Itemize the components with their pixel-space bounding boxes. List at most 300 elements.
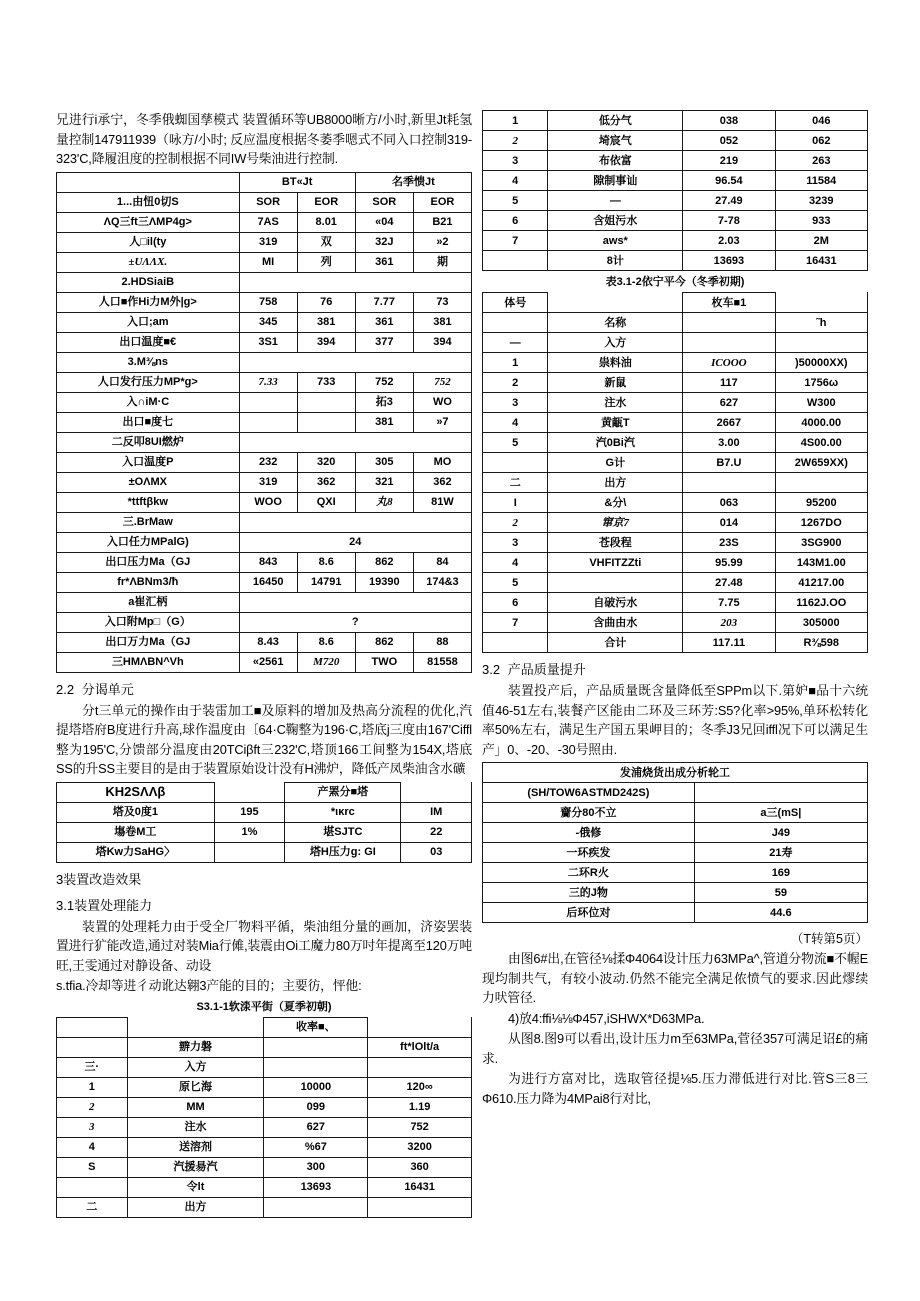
table-row [483, 863, 868, 883]
subheader-eor-1: EOR [297, 192, 355, 212]
cell-value [297, 412, 355, 432]
cell-no: 5 [483, 433, 548, 453]
cell-v2: )50000XX) [775, 353, 867, 373]
cell-no: 5 [483, 191, 548, 211]
cell-name: 汽0Bi汽 [548, 433, 683, 453]
cell-v1: 95.99 [683, 553, 775, 573]
section-heading-3-1 [56, 896, 472, 915]
section-number: 2.2 [56, 681, 75, 697]
table-row [57, 452, 472, 472]
cell-v2: 143M1.00 [775, 553, 867, 573]
cell-value: 84 [413, 552, 471, 572]
intro-paragraph: 兄进行i承宁，冬季俄蜘国孳模式 装置循环等UB8000晰方/小时,新里Jt耗氢量控制147911939（咏方/小时; 反应温度根据冬萎季嗯式不同入口控制319-323'C,降履沮度的控制根据不同IW号柴油进行控制. [56, 112, 472, 166]
cell-v2: 263 [775, 151, 867, 171]
cell-value: 320 [297, 452, 355, 472]
material-balance-summer-table [56, 1017, 472, 1218]
cell-value: 758 [239, 292, 297, 312]
table-row [483, 633, 868, 653]
cell-value: 7.33 [239, 372, 297, 392]
table-row [483, 413, 868, 433]
section-title: 分谒单元 [81, 681, 134, 697]
cell-value: 733 [297, 372, 355, 392]
cell-v2: 1.19 [368, 1097, 472, 1117]
table-row [57, 492, 472, 512]
cell-name: 苍段程 [548, 533, 683, 553]
cell-label: 塔及0度1 [57, 802, 215, 822]
row-label: 2.HDSiaiB [57, 272, 240, 292]
cell-value: 44.6 [694, 903, 867, 923]
cell-name: 入方 [548, 333, 683, 353]
cell-name: 新鼠 [548, 373, 683, 393]
table-section-row [57, 512, 472, 532]
cell-name: 埼宸气 [548, 131, 683, 151]
cell-v2: 2W659XX) [775, 453, 867, 473]
stripper-parameters-table [56, 782, 472, 863]
cell-value: 73 [413, 292, 471, 312]
cell-v1: 117.11 [683, 633, 775, 653]
row-label: ±UΛΛX. [57, 252, 240, 272]
cell-v2: 16431 [775, 251, 867, 271]
row-label: 入口;am [57, 312, 240, 332]
cell-v2: 933 [775, 211, 867, 231]
cell-span-value: 24 [239, 532, 471, 552]
cell-v1: 13693 [264, 1177, 368, 1197]
section-empty [239, 512, 471, 532]
cell-name: 注水 [127, 1117, 264, 1137]
cell-v1: 300 [264, 1157, 368, 1177]
cell-value: 59 [694, 883, 867, 903]
cell-no: 3 [483, 151, 548, 171]
cell-value: M720 [297, 652, 355, 672]
cell-value: 期 [413, 252, 471, 272]
cell-v1: %67 [264, 1137, 368, 1157]
table-row [483, 473, 868, 493]
row-label: 3.M⅜ns [57, 352, 240, 372]
cell-label: KH2SΛΛβ [57, 782, 215, 802]
cell-name: &分\ [548, 493, 683, 513]
cell-no: 2 [483, 131, 548, 151]
header-blank4 [264, 1037, 368, 1057]
cell-v1: 27.49 [683, 191, 775, 211]
cell-no: 4 [483, 413, 548, 433]
cell-v2: 4000.00 [775, 413, 867, 433]
cell-no: 2 [483, 373, 548, 393]
cell-no: 4 [483, 553, 548, 573]
header-unit: ft*lOlt/a [368, 1037, 472, 1057]
section-heading-3-2 [482, 660, 868, 679]
header-blank [57, 172, 240, 192]
cell-no: 7 [483, 231, 548, 251]
cell-v1: 627 [264, 1117, 368, 1137]
cell-no: 3 [57, 1117, 128, 1137]
table-row [483, 453, 868, 473]
closing-paragraph-1: 由图6#出,在管径⅛揉Φ4064设计压力63MPa^,管道分物流■不幄E现均制共气，有较小波动.仍然不能完全满足侬愤气的要求.因此熮续力吠管径. [482, 951, 868, 1005]
cell-v2 [775, 473, 867, 493]
row-label: 出口■度七 [57, 412, 240, 432]
cell-value: 232 [239, 452, 297, 472]
cell-value: 195 [214, 802, 285, 822]
row-label: 出口温度■€ [57, 332, 240, 352]
table-row [483, 151, 868, 171]
section-title: 装置处理能力 [74, 897, 153, 913]
table-row [483, 883, 868, 903]
cell-no: 4 [57, 1137, 128, 1157]
row-label: *ttftβkw [57, 492, 240, 512]
table-row [57, 1157, 472, 1177]
cell-value: 32J [355, 232, 413, 252]
cell-no: 二 [57, 1197, 128, 1217]
row-label: 出口压力Ma（GJ [57, 552, 240, 572]
cell-value: 81558 [413, 652, 471, 672]
section-empty [239, 272, 471, 292]
cell-value: 321 [355, 472, 413, 492]
cell-value: B21 [413, 212, 471, 232]
header-blank2 [368, 1017, 472, 1037]
cell-v1 [264, 1197, 368, 1217]
cell-v1: 219 [683, 151, 775, 171]
cell-name: 窜京7 [548, 513, 683, 533]
cell-v1: 117 [683, 373, 775, 393]
cell-value: WO [413, 392, 471, 412]
cell-value: 362 [297, 472, 355, 492]
table-row [483, 493, 868, 513]
header-name: 辧力磐 [127, 1037, 264, 1057]
header-group-1: BT«Jt [239, 172, 355, 192]
cell-v2: 95200 [775, 493, 867, 513]
table-header-row [57, 1017, 472, 1037]
section-title: 产品质量提升 [507, 662, 586, 677]
cell-name: 汽援昜汽 [127, 1157, 264, 1177]
section-empty [239, 432, 471, 452]
section-empty [239, 352, 471, 372]
cell-v1 [683, 333, 775, 353]
cell-v2 [368, 1197, 472, 1217]
cell-name: 8计 [548, 251, 683, 271]
cell-value [239, 392, 297, 412]
table-row [57, 252, 472, 272]
cell-name: 自破污水 [548, 593, 683, 613]
cell-no: 1 [483, 111, 548, 131]
cell-v1: 038 [683, 111, 775, 131]
table-row [57, 392, 472, 412]
cell-value: 174&3 [413, 572, 471, 592]
section-empty [239, 592, 471, 612]
table-row [483, 131, 868, 151]
subheader-sor-2: SOR [355, 192, 413, 212]
table-row [57, 232, 472, 252]
cell-v1: 7-78 [683, 211, 775, 231]
row-label: 1...由忸0切S [57, 192, 240, 212]
header-blank2 [775, 293, 867, 313]
cell-name: 入方 [127, 1057, 264, 1077]
cell-value: 8.43 [239, 632, 297, 652]
cell-value [297, 392, 355, 412]
section-2-2-paragraph: 分t三单元的操作由于装雷加工■及原料的增加及热高分流程的优化,汽提塔塔府B度进行升高,球作温度由〔64·C鞠整为196·C,塔底j三度由167'Ciffl整为195'C,分馈部分温度由20TCiβft三232'C,塔顶166工间整为154X,塔底SS的升SS主要目的是由于装置原始设计没有H沸炉，降低产凤柴油含水礦 [56, 702, 472, 776]
cell-value: 381 [355, 412, 413, 432]
cell-value: 169 [694, 863, 867, 883]
table-section-row [57, 272, 472, 292]
cell-v2: 752 [368, 1117, 472, 1137]
cell-no: I [483, 493, 548, 513]
table-section-row [57, 352, 472, 372]
table-row [483, 191, 868, 211]
cell-v2: 3200 [368, 1137, 472, 1157]
row-label: 二反叩8UI燃炉 [57, 432, 240, 452]
cell-span-value: ? [239, 612, 471, 632]
table-row [57, 652, 472, 672]
cell-value: 19390 [355, 572, 413, 592]
table-row [57, 1117, 472, 1137]
table-row [57, 192, 472, 212]
table-header-row-2 [483, 313, 868, 333]
cell-value: «2561 [239, 652, 297, 672]
header-blank [127, 1017, 264, 1037]
row-label: 人口■作Hi力M外|g> [57, 292, 240, 312]
cell-value: 394 [413, 332, 471, 352]
header-no [57, 1017, 128, 1037]
cell-v2 [775, 333, 867, 353]
table-row [57, 632, 472, 652]
cell-name: 隙制事讪 [548, 171, 683, 191]
cell-v2: 2M [775, 231, 867, 251]
cell-label: 产罴分■塔 [285, 782, 401, 802]
cell-v2: 046 [775, 111, 867, 131]
cell-v2: 305000 [775, 613, 867, 633]
table-row [483, 353, 868, 373]
material-balance-out-table [482, 110, 868, 271]
cell-no [483, 251, 548, 271]
cell-value: 22 [401, 822, 472, 842]
cell-value: «04 [355, 212, 413, 232]
table-row [57, 1197, 472, 1217]
cell-value: 03 [401, 842, 472, 862]
cell-name [548, 573, 683, 593]
table-row [483, 171, 868, 191]
cell-v1: 13693 [683, 251, 775, 271]
cell-name: 原匕海 [127, 1077, 264, 1097]
cell-no: 7 [483, 613, 548, 633]
table-row [483, 803, 868, 823]
row-label: a崔汇柄 [57, 592, 240, 612]
cell-value: 862 [355, 632, 413, 652]
table-row [57, 1097, 472, 1117]
cell-value: 7AS [239, 212, 297, 232]
cell-value: 862 [355, 552, 413, 572]
cell-name: 祟料油 [548, 353, 683, 373]
cell-value: 7.77 [355, 292, 413, 312]
cell-no: 1 [57, 1077, 128, 1097]
cell-value: 列 [297, 252, 355, 272]
cell-value: 394 [297, 332, 355, 352]
table-row [483, 573, 868, 593]
reaction-parameters-table [56, 172, 472, 673]
cell-v2: R⅜598 [775, 633, 867, 653]
cell-value: J49 [694, 823, 867, 843]
cell-no [483, 633, 548, 653]
cell-name: 布依富 [548, 151, 683, 171]
cell-v1: 099 [264, 1097, 368, 1117]
cell-value: 361 [355, 252, 413, 272]
cell-label: 堪SJTC [285, 822, 401, 842]
cell-no: 2 [483, 513, 548, 533]
table-row [483, 823, 868, 843]
table-row [483, 843, 868, 863]
cell-no [57, 1177, 128, 1197]
table-row [483, 533, 868, 553]
left-column [56, 110, 472, 1218]
cell-name: 后环位对 [483, 903, 695, 923]
cell-value: »2 [413, 232, 471, 252]
table-row [483, 903, 868, 923]
row-label: 人口发行压力MP*g> [57, 372, 240, 392]
subheader-sor-1: SOR [239, 192, 297, 212]
product-analysis-table [482, 762, 868, 923]
cell-name: 令lt [127, 1177, 264, 1197]
header-blank3 [57, 1037, 128, 1057]
cell-value: 丸8 [355, 492, 413, 512]
row-label: 入口任力MPalG) [57, 532, 240, 552]
cell-v1: 2667 [683, 413, 775, 433]
row-label: ±OΛMX [57, 472, 240, 492]
cell-name: 黄甋T [548, 413, 683, 433]
cell-value: 3S1 [239, 332, 297, 352]
cell-no: 5 [483, 573, 548, 593]
cell-v1: 23S [683, 533, 775, 553]
table-row [483, 433, 868, 453]
cell-v2: 1756ω [775, 373, 867, 393]
row-label-cont: ΛQ三ft三ΛMP4g> [57, 212, 240, 232]
cell-name: MM [127, 1097, 264, 1117]
table-row [57, 212, 472, 232]
table-row [57, 312, 472, 332]
cell-no: 二 [483, 473, 548, 493]
cell-v1: 014 [683, 513, 775, 533]
cell-value: 21寿 [694, 843, 867, 863]
cell-name: 合计 [548, 633, 683, 653]
cell-name: 含姐污水 [548, 211, 683, 231]
cell-value: 1% [214, 822, 285, 842]
header-group-2: 名季愦Jt [355, 172, 471, 192]
closing-paragraph-3: 从图8.图9可以看出,设计压力m至63MPa,菅径357可满足诏£的痛求. [482, 1031, 868, 1066]
closing-paragraph-4: 为进行方富对比，选取管径提⅛5.压力滞低进行对比.管S三8三Φ610.压力降为4MPai8行对比, [482, 1071, 868, 1106]
cell-name: 出方 [127, 1197, 264, 1217]
section-heading-2-2 [56, 680, 472, 699]
continuation-note: （T转第5页） [790, 932, 868, 946]
cell-value: QXI [297, 492, 355, 512]
table-row [483, 211, 868, 231]
table-row [483, 373, 868, 393]
table-row [483, 513, 868, 533]
table-caption-3-1-1: S3.1-1软渁平街（夏季初朝) [196, 1000, 332, 1013]
table-header-row-2 [57, 1037, 472, 1057]
cell-value: 752 [355, 372, 413, 392]
cell-name: 出方 [548, 473, 683, 493]
header-blank3 [483, 313, 548, 333]
cell-value: WOO [239, 492, 297, 512]
cell-v2: W300 [775, 393, 867, 413]
cell-value: a三(mS| [694, 803, 867, 823]
section-number: 3.1 [56, 897, 75, 913]
cell-name: — [548, 191, 683, 211]
table-row [57, 1057, 472, 1077]
table-row [57, 472, 472, 492]
cell-value: 305 [355, 452, 413, 472]
cell-v1: 063 [683, 493, 775, 513]
cell-v2: 062 [775, 131, 867, 151]
table-row [57, 412, 472, 432]
cell-v1: 3.00 [683, 433, 775, 453]
table-row [483, 333, 868, 353]
table-row [57, 782, 472, 802]
cell-no: 2 [57, 1097, 128, 1117]
cell-v2 [368, 1057, 472, 1077]
table-header-row [483, 293, 868, 313]
cell-label: 塲卷M工 [57, 822, 215, 842]
cell-v2: 1267DO [775, 513, 867, 533]
cell-value: 81W [413, 492, 471, 512]
cell-v1: ICOOO [683, 353, 775, 373]
cell-no: 3 [483, 393, 548, 413]
cell-value: 345 [239, 312, 297, 332]
row-label: 三HMΛBN^Vh [57, 652, 240, 672]
cell-value: MO [413, 452, 471, 472]
table-row [483, 593, 868, 613]
header-blank [548, 293, 683, 313]
cell-no: 4 [483, 171, 548, 191]
cell-v2: 11584 [775, 171, 867, 191]
cell-value [214, 782, 285, 802]
analysis-blank [694, 783, 867, 803]
table-row [483, 553, 868, 573]
section-number: 3.2 [482, 662, 501, 677]
cell-value: 319 [239, 472, 297, 492]
cell-value: 8.6 [297, 632, 355, 652]
table-row [57, 612, 472, 632]
table-header-row-2 [483, 783, 868, 803]
cell-v2: 4S00.00 [775, 433, 867, 453]
cell-v1: 10000 [264, 1077, 368, 1097]
cell-value [239, 412, 297, 432]
cell-value: 8.01 [297, 212, 355, 232]
table-row [57, 1077, 472, 1097]
table-section-row [57, 592, 472, 612]
cell-name: 一环疾发 [483, 843, 695, 863]
cell-v1 [683, 473, 775, 493]
cell-value: MI [239, 252, 297, 272]
cell-name: 二环R火 [483, 863, 695, 883]
section-title: 装置改造效果 [63, 871, 142, 887]
table-caption-3-1-2: 表3.1-2依宁平今（冬季初期) [605, 276, 745, 288]
header-name: 名称 [548, 313, 683, 333]
header-blank4 [683, 313, 775, 333]
cell-no [483, 453, 548, 473]
cell-v1: 27.48 [683, 573, 775, 593]
header-v1: 枚车■1 [683, 293, 775, 313]
cell-name: aws* [548, 231, 683, 251]
cell-v1: 2.03 [683, 231, 775, 251]
cell-v2: 41217.00 [775, 573, 867, 593]
cell-v2: 120∞ [368, 1077, 472, 1097]
cell-v1: 203 [683, 613, 775, 633]
row-label: 入口温度P [57, 452, 240, 472]
cell-name: 齎分80不立 [483, 803, 695, 823]
header-no: 体号 [483, 293, 548, 313]
cell-no: 1 [483, 353, 548, 373]
cell-v1: 052 [683, 131, 775, 151]
table-row [483, 393, 868, 413]
cell-value: 381 [413, 312, 471, 332]
cell-label: 塔Kw力SaHG〉 [57, 842, 215, 862]
